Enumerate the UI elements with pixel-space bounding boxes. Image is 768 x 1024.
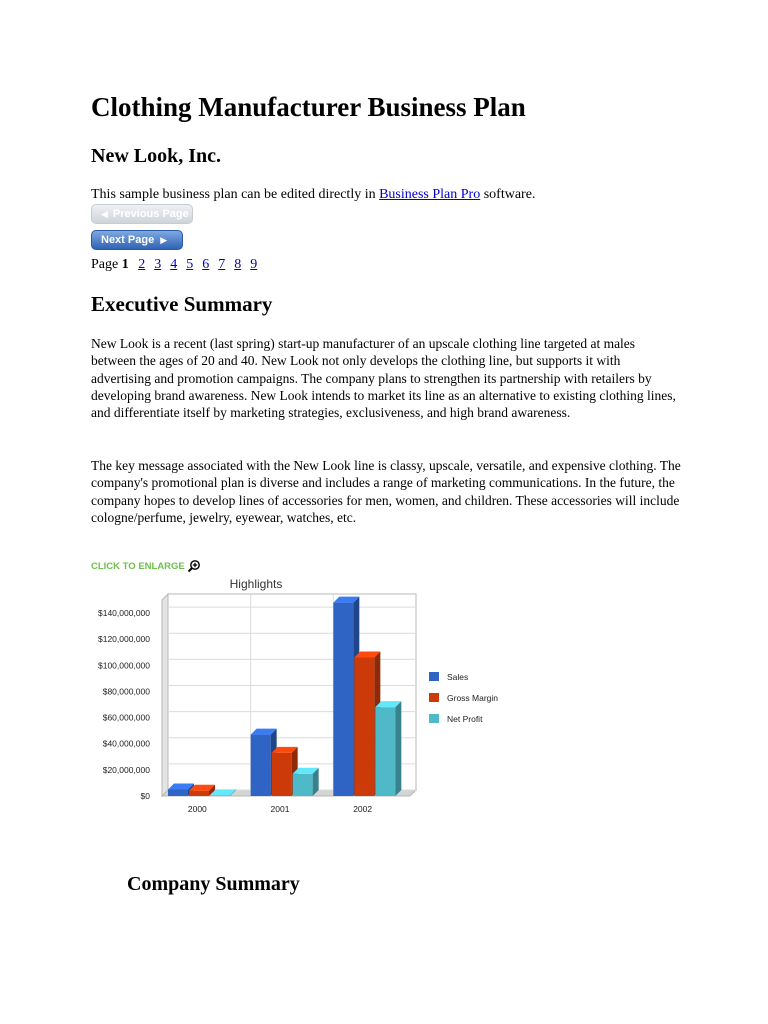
chevron-left-icon: ◀ — [101, 208, 108, 219]
bar-front — [210, 795, 230, 796]
y-tick-label: $0 — [140, 791, 150, 801]
pagination — [91, 257, 266, 273]
bar-side — [395, 701, 401, 796]
current-page: 1 — [121, 257, 129, 272]
company-name: New Look, Inc. — [91, 145, 222, 167]
click-to-enlarge-label: CLICK TO ENLARGE — [91, 560, 185, 572]
bar-front — [375, 707, 395, 796]
bar-front — [272, 753, 292, 796]
intro-after: software. — [480, 187, 536, 202]
page-link-3[interactable]: 3 — [154, 257, 162, 272]
legend-swatch — [429, 672, 439, 681]
previous-page-label: Previous Page — [112, 208, 189, 220]
y-tick-label: $20,000,000 — [102, 764, 150, 775]
page-link-4[interactable]: 4 — [170, 257, 178, 272]
y-tick-label: $140,000,000 — [98, 608, 150, 619]
legend-label: Gross Margin — [447, 693, 499, 703]
y-tick-label: $60,000,000 — [102, 712, 150, 723]
legend-label: Net Profit — [447, 714, 483, 724]
chart-title: Highlights — [229, 577, 283, 591]
executive-summary-paragraph-1: New Look is a recent (last spring) start-up manufacturer of an upscale clothing line targeted at males between the ages of 20 and 40. New Look not only develops the clothing line, but supports it with advertising and promotion campaigns. The company plans to strengthen its partnership with retailers by developing brand awareness. New Look intends to market its line as an alternative to existing clothing lines, and differentiate itself by marketing strategies, exclusiveness, and high brand awareness. — [91, 336, 676, 421]
page-title: Clothing Manufacturer Business Plan — [91, 92, 526, 122]
bar-front — [168, 789, 188, 796]
y-tick-label: $100,000,000 — [98, 660, 150, 671]
plot-left-wall — [162, 594, 168, 796]
bar-front — [333, 603, 353, 796]
previous-page-button[interactable] — [91, 204, 193, 224]
next-page-button[interactable] — [91, 230, 183, 250]
bar-front — [293, 774, 313, 796]
bar-front — [251, 735, 271, 796]
page-prefix: Page — [91, 257, 119, 272]
legend-swatch — [429, 714, 439, 723]
legend-swatch — [429, 693, 439, 702]
x-tick-label: 2000 — [187, 804, 207, 814]
y-tick-label: $80,000,000 — [102, 686, 150, 697]
page-link-5[interactable]: 5 — [186, 257, 194, 272]
next-page-label: Next Page — [101, 234, 155, 246]
business-plan-pro-link[interactable]: Business Plan Pro — [379, 187, 481, 202]
executive-summary-paragraph-2: The key message associated with the New Look line is classy, upscale, versatile, and expensive clothing. The company's promotional plan is diverse and includes a range of marketing communications. In the future, the company hopes to develop lines of accessories for men, women, and children. These accessories will include cologne/perfume, jewelry, eyewear, watches, etc. — [91, 458, 681, 525]
intro-text — [91, 187, 535, 203]
page-link-2[interactable]: 2 — [138, 257, 146, 272]
chevron-right-icon: ▶ — [160, 234, 168, 245]
legend-label: Sales — [447, 672, 469, 682]
highlights-chart — [80, 570, 520, 830]
bar-front — [189, 791, 209, 796]
page-link-7[interactable]: 7 — [218, 257, 226, 272]
bar-front — [354, 657, 374, 796]
company-summary-heading: Company Summary — [127, 873, 300, 895]
x-tick-label: 2001 — [270, 804, 290, 814]
executive-summary-heading: Executive Summary — [91, 292, 273, 316]
y-tick-label: $40,000,000 — [102, 738, 150, 749]
page-link-8[interactable]: 8 — [234, 257, 242, 272]
intro-before: This sample business plan can be edited directly in — [91, 187, 380, 202]
y-tick-label: $120,000,000 — [98, 634, 150, 645]
page-link-9[interactable]: 9 — [250, 257, 258, 272]
x-tick-label: 2002 — [353, 804, 373, 814]
page-link-6[interactable]: 6 — [202, 257, 210, 272]
